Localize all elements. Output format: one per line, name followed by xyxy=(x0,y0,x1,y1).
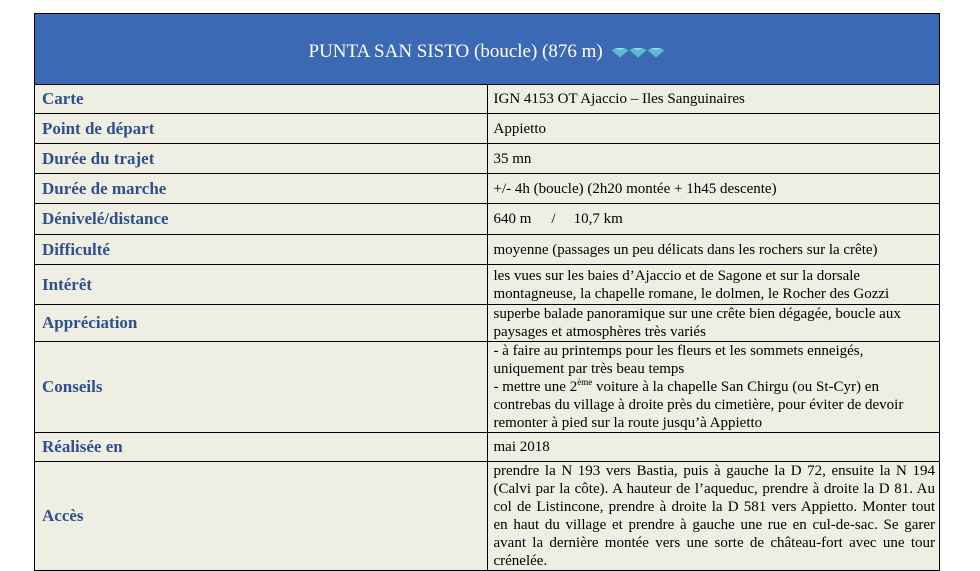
superscript-eme: ème xyxy=(577,377,593,387)
label-difficulte: Difficulté xyxy=(35,235,488,265)
hike-sheet xyxy=(34,13,940,571)
header-row xyxy=(35,14,940,85)
gem-icon xyxy=(629,48,647,58)
row-appreciation xyxy=(35,305,940,342)
row-duree-marche xyxy=(35,174,940,204)
label-conseils: Conseils xyxy=(35,342,488,433)
hike-title: PUNTA SAN SISTO (boucle) (876 m) xyxy=(308,40,603,62)
label-carte: Carte xyxy=(35,85,488,114)
row-conseils xyxy=(35,342,940,433)
row-acces xyxy=(35,462,940,571)
gem-icon xyxy=(647,48,665,58)
label-interet: Intérêt xyxy=(35,265,488,305)
value-interet: les vues sur les baies d’Ajaccio et de Sagone et sur la dorsale montagneuse, la chapelle romane, le dolmen, le Rocher des Gozzi xyxy=(487,265,940,305)
value-conseils xyxy=(487,342,940,433)
value-point-de-depart: Appietto xyxy=(487,114,940,144)
value-duree-marche: +/- 4h (boucle) (2h20 montée + 1h45 descente) xyxy=(487,174,940,204)
distance-value: 10,7 km xyxy=(573,211,623,227)
gem-icon xyxy=(611,48,629,58)
denivele-separator: / xyxy=(551,211,556,227)
value-carte: IGN 4153 OT Ajaccio – Iles Sanguinaires xyxy=(487,85,940,114)
label-duree-marche: Durée de marche xyxy=(35,174,488,204)
conseil-line-1: - à faire au printemps pour les fleurs et les sommets enneigés, uniquement par très beau temps xyxy=(493,343,864,377)
value-duree-trajet: 35 mn xyxy=(487,144,940,174)
title-cell xyxy=(35,14,940,85)
label-realisee-en: Réalisée en xyxy=(35,433,488,462)
label-appreciation: Appréciation xyxy=(35,305,488,342)
difficulty-gems xyxy=(611,41,665,63)
label-denivele-distance: Dénivelé/distance xyxy=(35,204,488,235)
label-point-de-depart: Point de départ xyxy=(35,114,488,144)
row-carte xyxy=(35,85,940,114)
denivele-value: 640 m xyxy=(493,211,532,227)
conseil-line-2: - mettre une 2ème voiture à la chapelle San Chirgu (ou St-Cyr) en contrebas du village à droite près du cimetière, pour éviter de devoir remonter à pied sur la route jusqu’à Appietto xyxy=(493,377,904,431)
label-duree-trajet: Durée du trajet xyxy=(35,144,488,174)
value-denivele-distance xyxy=(487,204,940,235)
value-appreciation: superbe balade panoramique sur une crête bien dégagée, boucle aux paysages et atmosphères très variés xyxy=(487,305,940,342)
row-interet xyxy=(35,265,940,305)
value-acces: prendre la N 193 vers Bastia, puis à gauche la D 72, ensuite la N 194 (Calvi par la côte). A hauteur de l’aqueduc, prendre à droite la D 81. Au col de Listincone, prendre à droite la D 581 vers Appietto. Monter tout en haut du village et prendre à gauche une rue en cul-de-sac. Se garer avant la dernière montée vers une sorte de château-fort avec une tour crénelée. xyxy=(487,462,940,571)
value-realisee-en: mai 2018 xyxy=(487,433,940,462)
row-difficulte xyxy=(35,235,940,265)
value-difficulte: moyenne (passages un peu délicats dans les rochers sur la crête) xyxy=(487,235,940,265)
label-acces: Accès xyxy=(35,462,488,571)
row-denivele-distance xyxy=(35,204,940,235)
row-point-de-depart xyxy=(35,114,940,144)
row-realisee-en xyxy=(35,433,940,462)
hike-table xyxy=(34,13,940,571)
row-duree-trajet xyxy=(35,144,940,174)
